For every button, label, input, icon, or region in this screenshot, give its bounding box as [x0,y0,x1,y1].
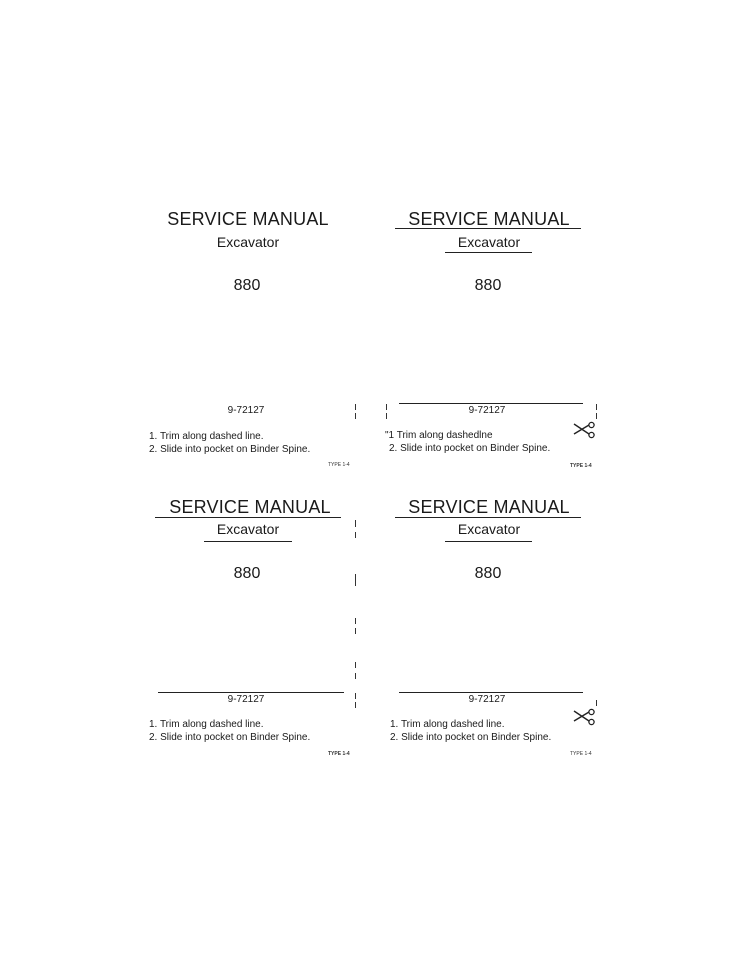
card-title: SERVICE MANUAL [169,497,331,517]
trim-dash [596,413,597,419]
card-subtitle: Excavator [216,521,280,537]
part-rule [399,692,583,693]
trim-dash [596,404,597,410]
type-label: TYPE 1-4 [570,463,592,469]
trim-dash [355,532,356,538]
part-number: 9-72127 [227,405,265,416]
model-number: 880 [233,277,261,294]
subtitle-rule [445,252,532,253]
part-rule [399,403,583,404]
model-number: 880 [474,277,502,294]
part-number: 9-72127 [468,694,506,705]
instruction-1: 1. Trim along dashed line. [149,431,264,442]
instruction-1: 1. Trim along dashed line. [390,719,505,730]
card-subtitle: Excavator [457,521,521,537]
part-number: 9-72127 [468,405,506,416]
instruction-2: 2. Slide into pocket on Binder Spine. [389,443,551,454]
subtitle-rule [204,541,292,542]
scissors-icon [572,421,596,441]
card-subtitle: Excavator [216,234,280,250]
instruction-2: 2. Slide into pocket on Binder Spine. [390,732,552,743]
title-rule [395,517,581,518]
card-subtitle: Excavator [457,234,521,250]
trim-dash [386,404,387,410]
instruction-2: 2. Slide into pocket on Binder Spine. [149,444,311,455]
trim-dash [355,413,356,419]
trim-dash [386,413,387,419]
trim-dash [355,404,356,410]
card-title: SERVICE MANUAL [408,209,570,229]
type-label: TYPE 1-4 [328,751,350,757]
part-rule [158,692,344,693]
title-rule [155,517,341,518]
trim-dash [355,574,356,586]
instruction-1: "1 Trim along dashedlne [385,430,493,441]
trim-dash [355,693,356,699]
model-number: 880 [474,565,502,582]
trim-dash [355,673,356,679]
trim-dash [355,702,356,708]
trim-dash [355,628,356,634]
type-label: TYPE 1-4 [570,751,592,757]
trim-dash [596,700,597,706]
instruction-2: 2. Slide into pocket on Binder Spine. [149,732,311,743]
card-title: SERVICE MANUAL [408,497,570,517]
subtitle-rule [445,541,532,542]
trim-dash [355,662,356,668]
card-title: SERVICE MANUAL [167,209,329,229]
title-rule [395,228,581,229]
part-number: 9-72127 [227,694,265,705]
type-label: TYPE 1-4 [328,462,350,468]
model-number: 880 [233,565,261,582]
instruction-1: 1. Trim along dashed line. [149,719,264,730]
trim-dash [355,618,356,624]
scissors-icon [572,708,596,728]
trim-dash [355,520,356,527]
